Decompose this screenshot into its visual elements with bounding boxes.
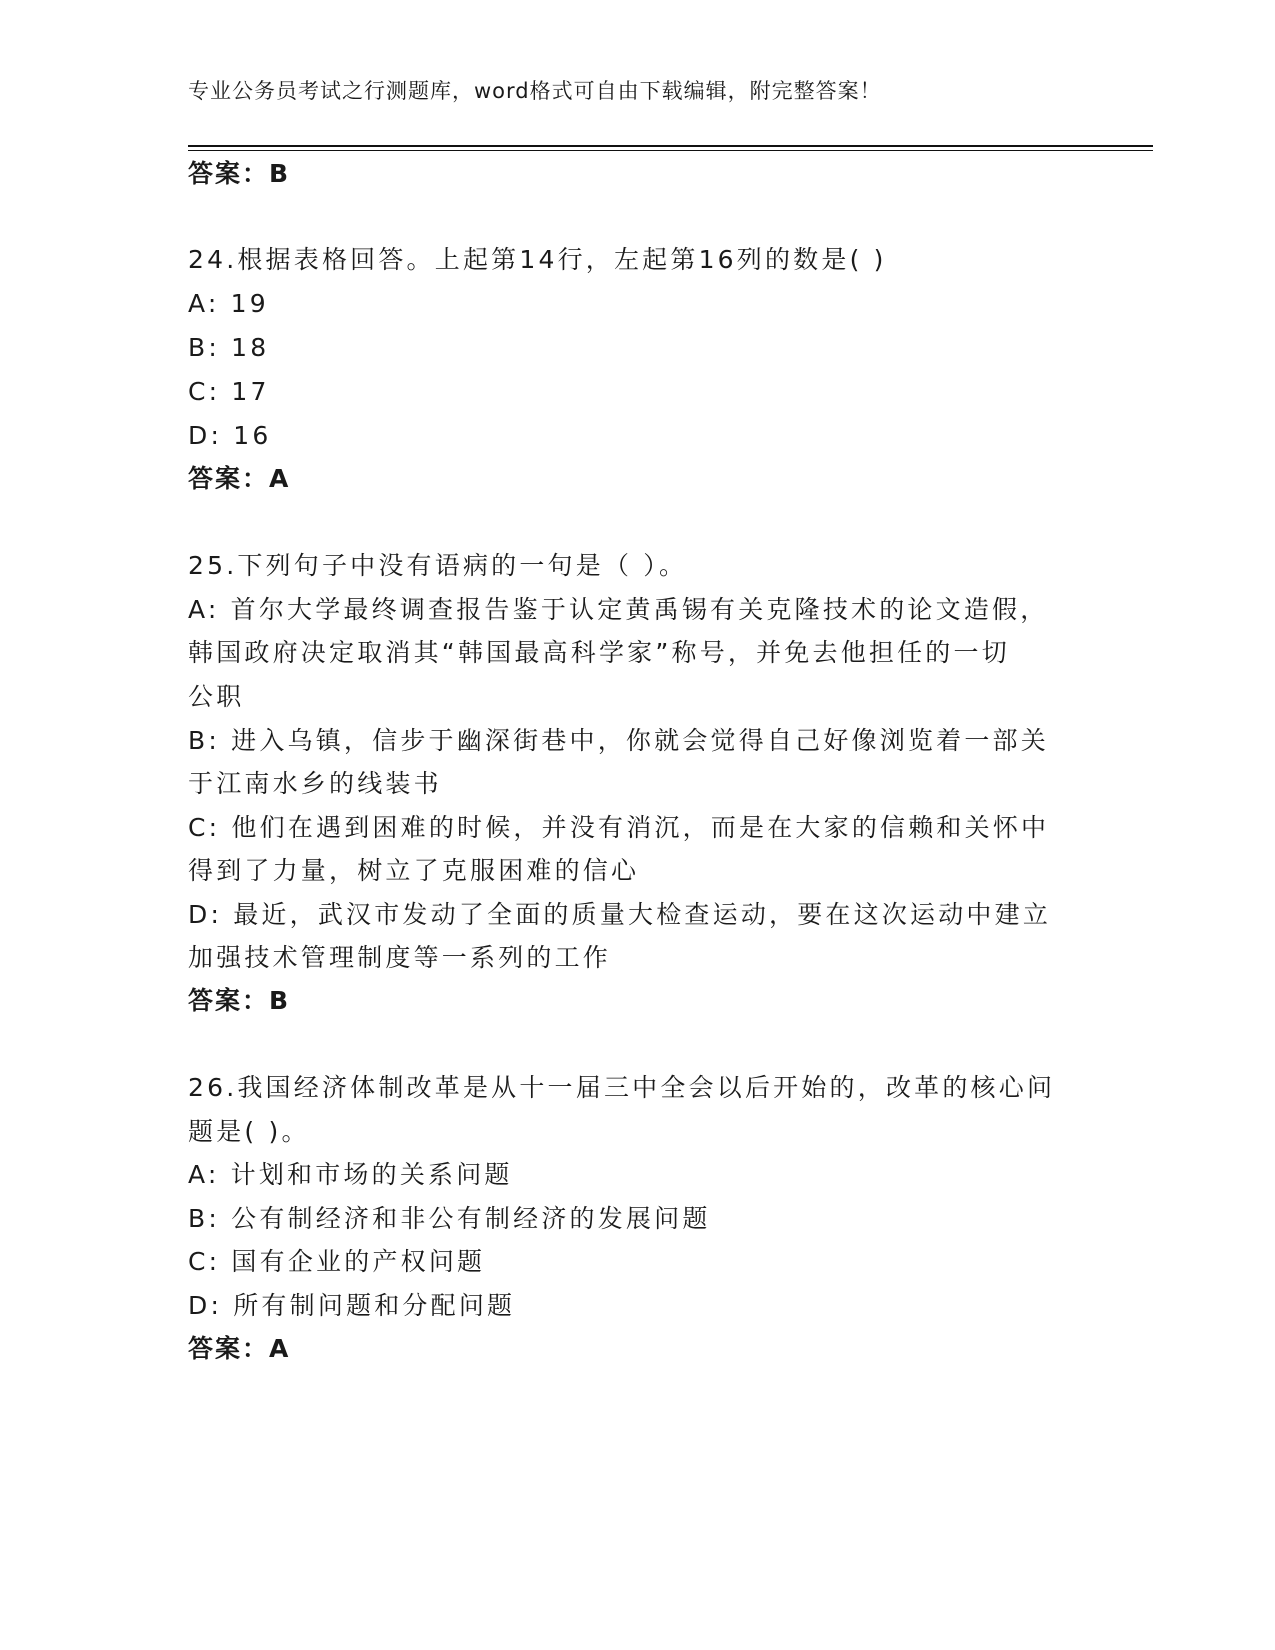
question-25-option-c-line1: C: 他们在遇到困难的时候，并没有消沉，而是在大家的信赖和关怀中	[188, 813, 1050, 842]
header-divider	[188, 145, 1153, 151]
question-24-stem: 24.根据表格回答。上起第14行，左起第16列的数是( )	[188, 245, 887, 274]
question-26-option-d: D: 所有制问题和分配问题	[188, 1291, 516, 1320]
question-26-option-b: B: 公有制经济和非公有制经济的发展问题	[188, 1204, 711, 1233]
question-25-option-d-line2: 加强技术管理制度等一系列的工作	[188, 943, 612, 972]
question-25-stem: 25.下列句子中没有语病的一句是（ ）。	[188, 551, 688, 580]
question-26-stem-line1: 26.我国经济体制改革是从十一届三中全会以后开始的，改革的核心问	[188, 1073, 1056, 1102]
question-24-option-d: D: 16	[188, 421, 272, 450]
question-26-option-a: A: 计划和市场的关系问题	[188, 1160, 513, 1189]
question-25-option-c-line2: 得到了力量，树立了克服困难的信心	[188, 856, 640, 885]
question-24-option-a: A: 19	[188, 289, 269, 318]
question-24-answer: 答案：A	[188, 464, 291, 493]
question-24-option-b: B: 18	[188, 333, 270, 362]
question-25-option-a-line3: 公职	[188, 682, 245, 711]
question-25-option-b-line2: 于江南水乡的线装书	[188, 769, 442, 798]
question-25-answer: 答案：B	[188, 986, 291, 1015]
question-25-option-a-line1: A: 首尔大学最终调查报告鉴于认定黄禹锡有关克隆技术的论文造假，	[188, 595, 1049, 624]
question-25-option-a-line2: 韩国政府决定取消其“韩国最高科学家”称号，并免去他担任的一切	[188, 638, 1010, 667]
question-24-option-c: C: 17	[188, 377, 270, 406]
question-26-stem-line2: 题是( )。	[188, 1117, 310, 1146]
previous-answer: 答案：B	[188, 159, 291, 188]
question-25-option-b-line1: B: 进入乌镇，信步于幽深街巷中，你就会觉得自己好像浏览着一部关	[188, 726, 1049, 755]
question-26-option-c: C: 国有企业的产权问题	[188, 1247, 486, 1276]
page-header: 专业公务员考试之行测题库，word格式可自由下载编辑，附完整答案！	[188, 79, 882, 103]
question-25-option-d-line1: D: 最近，武汉市发动了全面的质量大检查运动，要在这次运动中建立	[188, 900, 1052, 929]
question-26-answer: 答案：A	[188, 1334, 291, 1363]
